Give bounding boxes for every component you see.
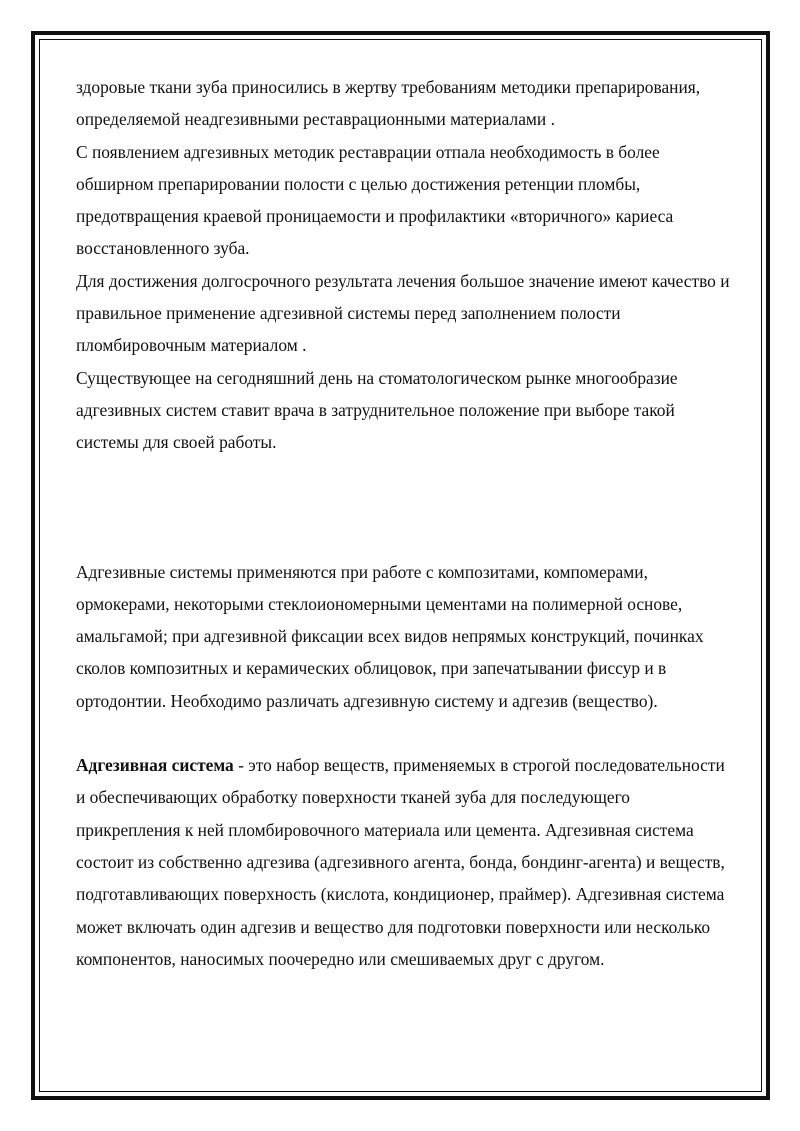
paragraph-intro-1: здоровые ткани зуба приносились в жертву требованиям методики препарирования, определяемой неадгезивными реставрационными материалами . — [76, 77, 701, 130]
paragraph-applications: Адгезивные системы применяются при работе с композитами, компомерами, ормокерами, некоторыми стеклоиономерными цементами на полимерной основе, амальгамой; при адгезивной фиксации всех видов непрямых конструкций, починках сколов композитных и керамических облицовок, при запечатывании фиссур и в ортодонтии. Необходимо различать адгезивную систему и адгезив (вещество). — [76, 561, 704, 711]
definition-term: Адгезивная система — [76, 755, 234, 776]
paragraph-intro-3: Для достижения долгосрочного результата лечения большое значение имеют качество и правильное применение адгезивной системы перед заполнением полости пломбировочным материалом . — [76, 270, 730, 356]
paragraph-spacer — [76, 717, 736, 749]
definition-text: - это набор веществ, применяемых в строгой последовательности и обеспечивающих обработку поверхности тканей зуба для последующего прикрепления к ней пломбировочного материала или цемента. Адгезивная система состоит из собственно адгезива (адгезивного агента, бонда, бондинг-агента) и веществ, подготавливающих поверхность (кислота, кондиционер, праймер). Адгезивная система может включать один адгезив и вещество для подготовки поверхности или несколько компонентов, наносимых поочередно или смешиваемых друг с другом. — [76, 755, 725, 969]
paragraph-definition — [76, 749, 736, 975]
paragraph-intro-2: С появлением адгезивных методик реставрации отпала необходимость в более обширном препарировании полости с целью достижения ретенции пломбы, предотвращения краевой проницаемости и профилактики «вторичного» кариеса восстановленного зуба. — [76, 141, 674, 259]
document-body — [76, 71, 736, 975]
paragraph-intro-4: Существующее на сегодняшний день на стоматологическом рынке многообразие адгезивных систем ставит врача в затруднительное положение при выборе такой системы для своей работы. — [76, 367, 678, 453]
paragraph-spacer — [76, 459, 736, 556]
